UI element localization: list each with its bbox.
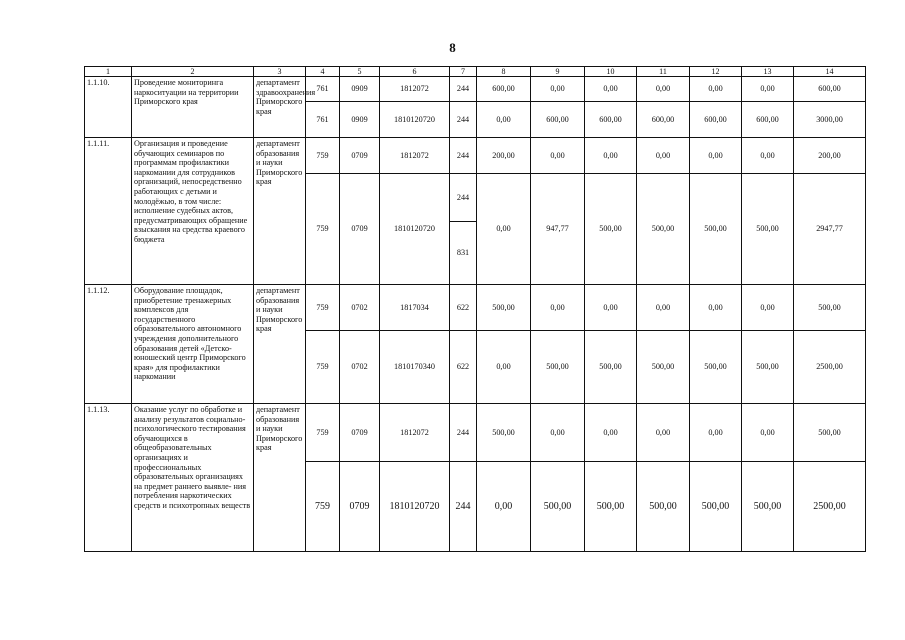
cell: 622 (450, 285, 477, 331)
cell: 1810120720 (380, 174, 450, 285)
cell: 1817034 (380, 285, 450, 331)
cell: 600,00 (637, 102, 690, 138)
cell: 0709 (340, 404, 380, 462)
cell: 1810120720 (380, 462, 450, 552)
cell: 600,00 (690, 102, 742, 138)
cell: 0,00 (477, 462, 531, 552)
cell: 0909 (340, 102, 380, 138)
cell: 947,77 (531, 174, 585, 285)
cell: 761 (306, 102, 340, 138)
cell: 500,00 (585, 462, 637, 552)
cell: 0,00 (477, 331, 531, 404)
cell: 0,00 (637, 404, 690, 462)
cell: 500,00 (690, 462, 742, 552)
header-cell: 12 (690, 67, 742, 77)
cell: 3000,00 (794, 102, 866, 138)
header-cell: 11 (637, 67, 690, 77)
cell: 200,00 (477, 138, 531, 174)
cell: 600,00 (742, 102, 794, 138)
cell: 831 (450, 222, 477, 285)
header-cell: 10 (585, 67, 637, 77)
header-cell: 9 (531, 67, 585, 77)
cell: 244 (450, 462, 477, 552)
cell: 500,00 (794, 285, 866, 331)
cell: 0,00 (637, 138, 690, 174)
activity-description: Оборудование площадок, приобретение тренажерных комплексов для государственного образовательного автономного учреждения дополнительного образования детей «Детско-юношеский центр Приморского края» для профилактики наркомании (132, 285, 254, 404)
cell: 0,00 (531, 138, 585, 174)
executor: департамент здравоохранения Приморского края (254, 77, 306, 138)
header-cell: 5 (340, 67, 380, 77)
row-number: 1.1.11. (85, 138, 132, 285)
cell: 0,00 (477, 102, 531, 138)
table-row (85, 404, 866, 462)
header-cell: 4 (306, 67, 340, 77)
executor: департамент образования и науки Приморского края (254, 285, 306, 404)
cell: 1812072 (380, 77, 450, 102)
cell: 500,00 (531, 331, 585, 404)
cell: 1812072 (380, 404, 450, 462)
executor: департамент образования и науки Приморского края (254, 138, 306, 285)
budget-table (84, 66, 866, 552)
table-row (85, 138, 866, 174)
cell: 0,00 (742, 77, 794, 102)
cell: 244 (450, 174, 477, 222)
cell: 0,00 (637, 77, 690, 102)
row-number: 1.1.12. (85, 285, 132, 404)
cell: 500,00 (477, 285, 531, 331)
cell: 1812072 (380, 138, 450, 174)
cell: 0,00 (742, 138, 794, 174)
cell: 0,00 (690, 285, 742, 331)
cell: 1810170340 (380, 331, 450, 404)
header-row (85, 67, 866, 77)
cell: 0,00 (585, 285, 637, 331)
cell: 1810120720 (380, 102, 450, 138)
cell: 0702 (340, 285, 380, 331)
cell: 500,00 (742, 174, 794, 285)
cell: 0,00 (585, 138, 637, 174)
activity-description (132, 404, 254, 552)
cell: 0,00 (690, 77, 742, 102)
table-row (85, 285, 866, 331)
cell: 0,00 (531, 77, 585, 102)
cell: 0,00 (742, 285, 794, 331)
cell: 244 (450, 77, 477, 102)
cell: 0702 (340, 331, 380, 404)
cell: 0,00 (531, 285, 585, 331)
header-cell: 3 (254, 67, 306, 77)
cell: 200,00 (794, 138, 866, 174)
cell: 759 (306, 174, 340, 285)
cell: 500,00 (637, 331, 690, 404)
cell: 0,00 (742, 404, 794, 462)
cell: 500,00 (794, 404, 866, 462)
cell: 600,00 (794, 77, 866, 102)
cell: 759 (306, 331, 340, 404)
executor: департамент образования и науки Приморского края (254, 404, 306, 552)
cell: 500,00 (531, 462, 585, 552)
row-number: 1.1.10. (85, 77, 132, 138)
description-part: предмет раннего выявле- (144, 481, 232, 491)
cell: 759 (306, 138, 340, 174)
cell: 600,00 (585, 102, 637, 138)
cell: 0,00 (637, 285, 690, 331)
cell: 0,00 (531, 404, 585, 462)
activity-description: Проведение мониторинга наркоситуации на территории Приморского края (132, 77, 254, 138)
cell: 0709 (340, 138, 380, 174)
activity-description: Организация и проведение обучающих семинаров по программам профилактики наркомании для сотрудников организаций, непосредственно работающих с детьми и молодёжью, в том числе: исполнение судебных актов, предусматривающих обращение взыскания на средства краевого бюджета (132, 138, 254, 285)
row-number: 1.1.13. (85, 404, 132, 552)
table-row (85, 77, 866, 102)
cell: 500,00 (637, 174, 690, 285)
cell: 600,00 (477, 77, 531, 102)
cell: 500,00 (742, 331, 794, 404)
cell: 244 (450, 138, 477, 174)
cell: 0709 (340, 462, 380, 552)
cell: 759 (306, 404, 340, 462)
cell: 2947,77 (794, 174, 866, 285)
cell: 0,00 (690, 138, 742, 174)
description-part: Оказание услуг по обработке и анализу результатов социально-психологического тестирования обучающихся в общеобразовательных организациях и профессиональных образовательных организациях на (134, 405, 246, 491)
cell: 0,00 (690, 404, 742, 462)
cell: 622 (450, 331, 477, 404)
cell: 0709 (340, 174, 380, 285)
cell: 244 (450, 404, 477, 462)
header-cell: 13 (742, 67, 794, 77)
cell: 761 (306, 77, 340, 102)
header-cell: 6 (380, 67, 450, 77)
cell: 0,00 (477, 174, 531, 285)
cell: 2500,00 (794, 331, 866, 404)
cell: 600,00 (531, 102, 585, 138)
cell: 244 (450, 102, 477, 138)
cell: 500,00 (637, 462, 690, 552)
cell: 759 (306, 462, 340, 552)
page-number: 8 (449, 40, 456, 55)
cell: 500,00 (585, 174, 637, 285)
cell: 0909 (340, 77, 380, 102)
cell: 759 (306, 285, 340, 331)
cell: 500,00 (690, 331, 742, 404)
header-cell: 8 (477, 67, 531, 77)
cell: 500,00 (477, 404, 531, 462)
cell: 500,00 (690, 174, 742, 285)
cell: 500,00 (742, 462, 794, 552)
cell: 0,00 (585, 404, 637, 462)
cell: 500,00 (585, 331, 637, 404)
cell: 2500,00 (794, 462, 866, 552)
description-part: ния потребления наркотических средств и психотропных веществ (134, 481, 251, 510)
header-cell: 14 (794, 67, 866, 77)
cell: 0,00 (585, 77, 637, 102)
header-cell: 7 (450, 67, 477, 77)
header-cell: 1 (85, 67, 132, 77)
header-cell: 2 (132, 67, 254, 77)
